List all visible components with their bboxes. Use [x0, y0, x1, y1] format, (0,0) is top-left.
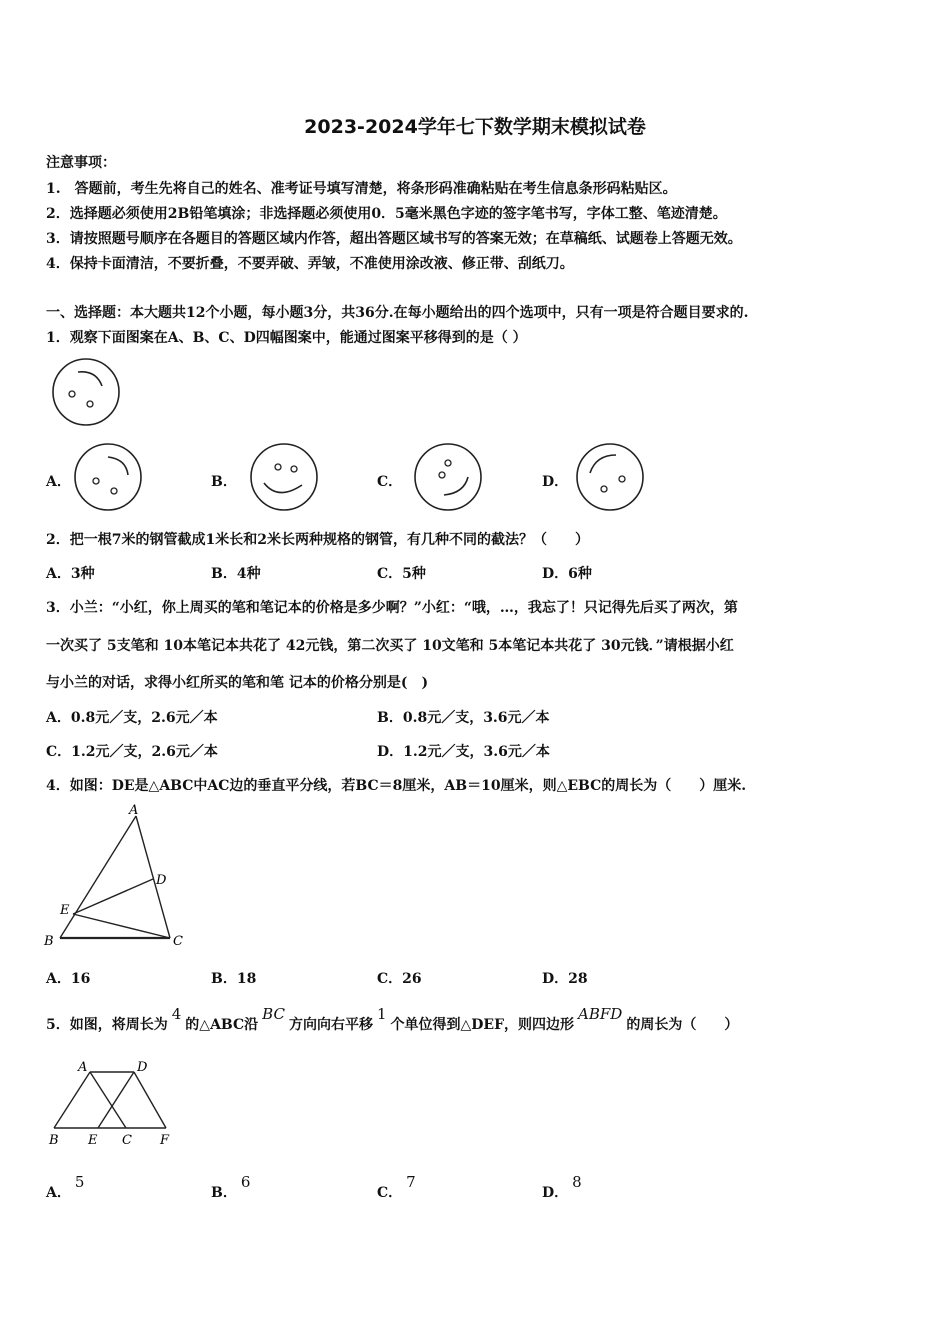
q2-option-c[interactable]: C．5种 [377, 566, 426, 582]
q5-math-shift: 1 [376, 1005, 387, 1023]
q3-option-d[interactable]: D．1.2元／支，3.6元／本 [377, 744, 550, 760]
q3-option-c[interactable]: C．1.2元／支，2.6元／本 [46, 744, 218, 760]
q5-label-d: D [137, 1060, 148, 1075]
q1-option-a-pattern[interactable] [74, 443, 149, 518]
q1-option-c-pattern[interactable] [414, 443, 489, 518]
q5-option-c-label: C． [377, 1185, 403, 1201]
q3-option-a[interactable]: A．0.8元／支，2.6元／本 [46, 710, 218, 726]
q5-text-1: 5．如图，将周长为 [46, 1017, 168, 1033]
section-heading: 一、选择题：本大题共12个小题，每小题3分，共36分.在每小题给出的四个选项中，只有一项是符合题目要求的. [46, 305, 749, 321]
q5-label-f: F [160, 1133, 170, 1148]
q4-label-a: A [129, 803, 139, 818]
q5-label-e: E [88, 1133, 98, 1148]
question-3-line-2: 一次买了 5支笔和 10本笔记本共花了 42元钱，第二次买了 10文笔和 5本笔记本共花了 30元钱．”请根据小红 [46, 638, 734, 654]
q1-option-b-label[interactable]: B． [211, 474, 237, 490]
q4-option-c[interactable]: C．26 [377, 971, 422, 987]
q5-translation-figure [44, 1058, 184, 1152]
notice-item-2: 2．选择题必须使用2B铅笔填涂；非选择题必须使用0．5毫米黑色字迹的签字笔书写，字体工整、笔迹清楚。 [46, 206, 727, 222]
notice-heading: 注意事项： [46, 155, 116, 171]
q5-label-c: C [122, 1133, 132, 1148]
notice-item-1: 1. 答题前，考生先将自己的姓名、准考证号填写清楚，将条形码准确粘贴在考生信息条形码粘贴区。 [46, 181, 677, 197]
q5-text-2: 的△ABC沿 [185, 1017, 259, 1033]
q4-label-b: B [44, 934, 54, 949]
question-5-stem [46, 1005, 739, 1034]
page-title: 2023-2024学年七下数学期末模拟试卷 [304, 116, 646, 138]
q5-text-4: 个单位得到△DEF，则四边形 [390, 1017, 575, 1033]
question-4-stem: 4．如图：DE是△ABC中AC边的垂直平分线，若BC＝8厘米，AB＝10厘米，则△EBC的周长为（ ）厘米. [46, 778, 747, 794]
q5-option-b[interactable] [211, 1173, 254, 1202]
q5-math-bc: BC [262, 1005, 285, 1023]
q1-option-d-pattern[interactable] [576, 443, 651, 518]
q5-option-d-label: D． [542, 1185, 569, 1201]
q2-option-d[interactable]: D．6种 [542, 566, 592, 582]
question-3-line-1: 3．小兰：“小红，你上周买的笔和笔记本的价格是多少啊？”小红：“哦，…，我忘了！只记得先后买了两次，第 [46, 600, 738, 616]
q5-option-d[interactable] [542, 1173, 586, 1202]
q5-option-a-label: A． [46, 1185, 71, 1201]
q5-text-3: 方向向右平移 [288, 1017, 373, 1033]
q2-option-b[interactable]: B．4种 [211, 566, 261, 582]
q5-option-a[interactable] [46, 1173, 88, 1202]
q1-option-b-pattern[interactable] [250, 443, 325, 518]
q5-option-b-label: B． [211, 1185, 237, 1201]
q1-option-c-label[interactable]: C． [377, 474, 403, 490]
q5-label-a: A [78, 1060, 88, 1075]
question-1-stem: 1．观察下面图案在A、B、C、D四幅图案中，能通过图案平移得到的是（ ） [46, 330, 527, 346]
q3-option-b[interactable]: B．0.8元／支，3.6元／本 [377, 710, 550, 726]
q1-option-a-label[interactable]: A． [46, 474, 71, 490]
notice-item-4: 4．保持卡面清洁，不要折叠，不要弄破、弄皱，不准使用涂改液、修正带、刮纸刀。 [46, 256, 574, 272]
q1-option-d-label[interactable]: D． [542, 474, 569, 490]
q4-label-d: D [156, 873, 167, 888]
q4-triangle-figure [40, 800, 200, 955]
q5-option-c-value: 7 [406, 1173, 416, 1191]
q5-math-abfd: ABFD [578, 1005, 623, 1023]
question-3-line-3: 与小兰的对话，求得小红所买的笔和笔 记本的价格分别是( ) [46, 675, 429, 691]
q4-option-a[interactable]: A．16 [46, 971, 91, 987]
q5-text-5: 的周长为（ ） [626, 1017, 739, 1033]
q4-label-c: C [173, 934, 183, 949]
notice-item-3: 3．请按照题号顺序在各题目的答题区域内作答，超出答题区域书写的答案无效；在草稿纸、试题卷上答题无效。 [46, 231, 742, 247]
q5-option-b-value: 6 [240, 1173, 251, 1191]
q1-original-pattern [50, 356, 125, 431]
q4-label-e: E [60, 903, 70, 918]
q5-math-perimeter: 4 [171, 1005, 182, 1023]
q2-option-a[interactable]: A．3种 [46, 566, 95, 582]
question-2-stem: 2．把一根7米的钢管截成1米长和2米长两种规格的钢管，有几种不同的截法？（ ） [46, 532, 589, 548]
q4-option-b[interactable]: B．18 [211, 971, 257, 987]
q5-option-a-value: 5 [74, 1173, 85, 1191]
q5-label-b: B [49, 1133, 59, 1148]
q5-option-c[interactable] [377, 1173, 420, 1202]
q5-option-d-value: 8 [572, 1173, 582, 1191]
q4-option-d[interactable]: D．28 [542, 971, 588, 987]
